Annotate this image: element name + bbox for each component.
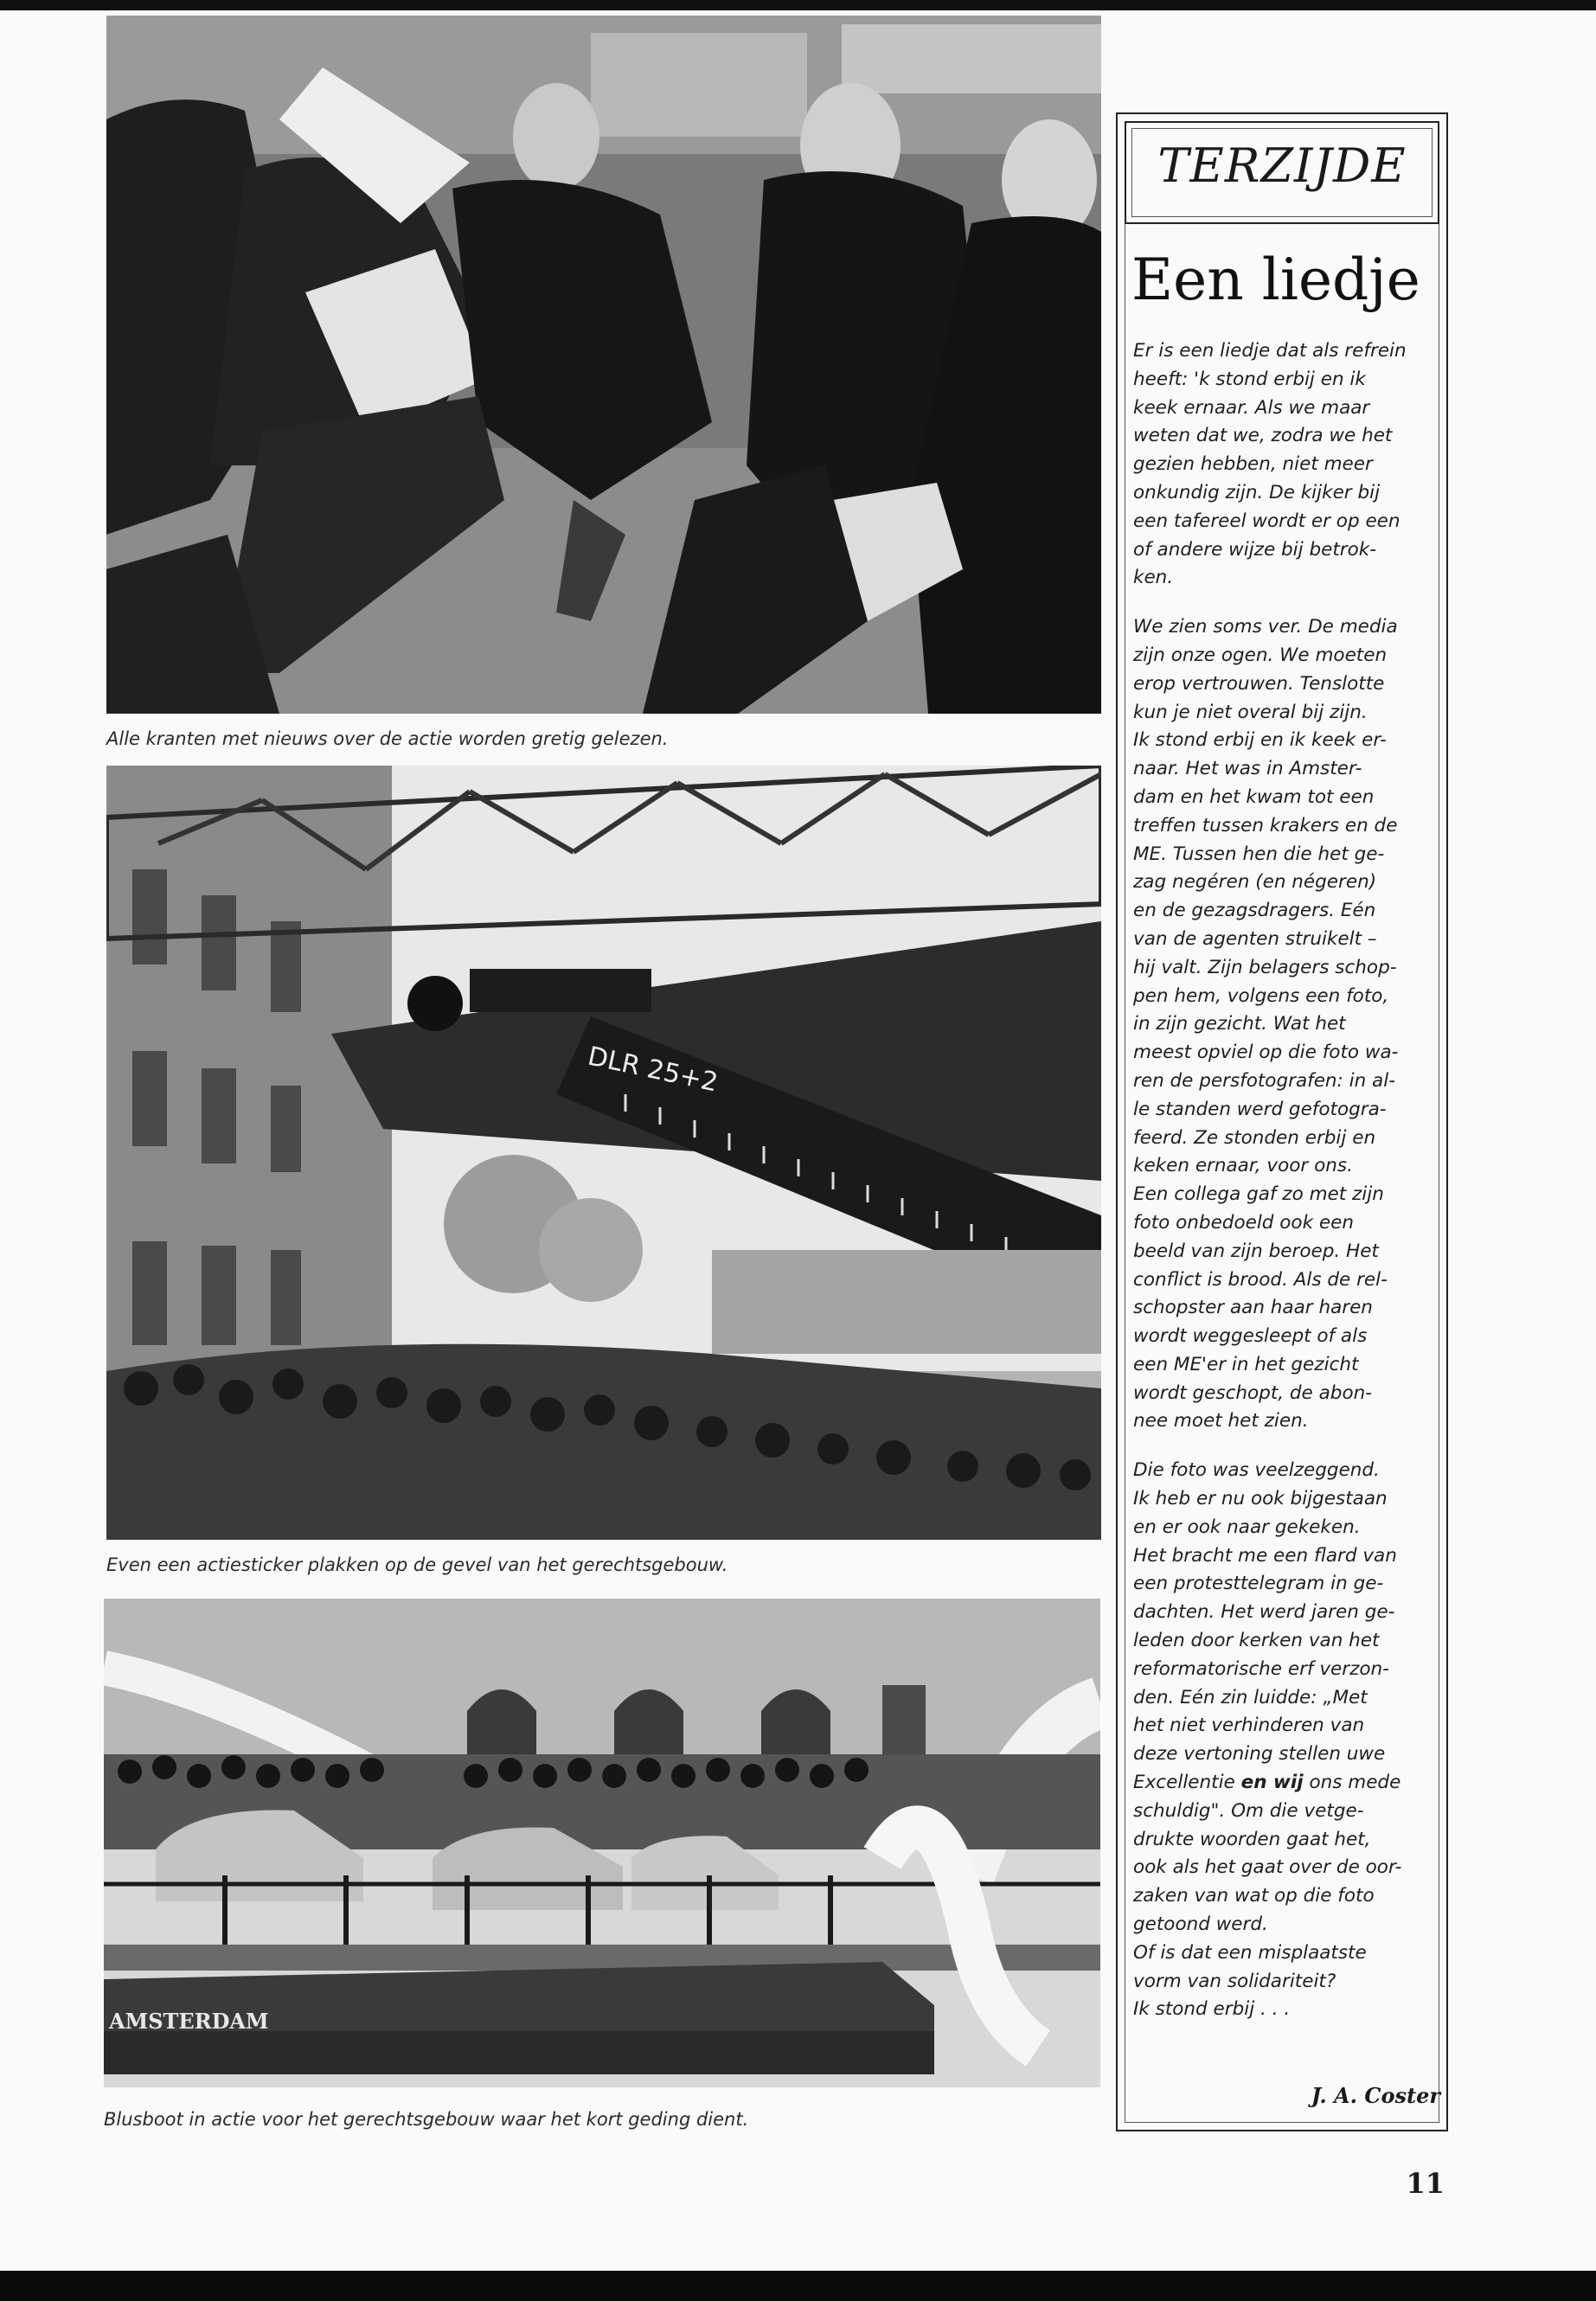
caption-photo-1: Alle kranten met nieuws over de actie worden gretig gelezen.: [106, 728, 669, 749]
text-line: ren de persfotografen: in al-: [1133, 1069, 1395, 1092]
text-line: zaken van wat op die foto: [1133, 1885, 1375, 1907]
text-line: weten dat we, zodra we het: [1133, 425, 1393, 447]
text-line: Ik stond erbij en ik keek er-: [1133, 729, 1387, 752]
text-line: schuldig". Om die vetge-: [1133, 1799, 1364, 1822]
text-line: gezien hebben, niet meer: [1133, 453, 1373, 476]
text-line: of andere wijze bij betrok-: [1133, 538, 1376, 561]
paragraph-3: [1133, 1457, 1440, 2024]
text-line: in zijn gezicht. Wat het: [1133, 1013, 1346, 1035]
text-line: dam en het kwam tot een: [1133, 785, 1375, 808]
top-rule: [0, 0, 1596, 10]
kicker: TERZIJDE: [1157, 138, 1407, 193]
text-line: We zien soms ver. De media: [1133, 616, 1398, 638]
text-line: Die foto was veelzeggend.: [1133, 1459, 1380, 1482]
text-line: Ik stond erbij . . .: [1133, 1998, 1291, 2021]
text-line: van de agenten struikelt –: [1133, 927, 1377, 950]
text-line: Of is dat een misplaatste: [1133, 1941, 1367, 1964]
text-line: zijn onze ogen. We moeten: [1133, 644, 1388, 666]
text-line: getoond werd.: [1133, 1913, 1268, 1936]
body-text: [1133, 337, 1440, 2045]
text-line: hij valt. Zijn belagers schop-: [1133, 956, 1397, 978]
caption-photo-3: Blusboot in actie voor het gerechtsgebouw waar het kort geding dient.: [104, 2109, 749, 2130]
text-line: drukte woorden gaat het,: [1133, 1828, 1371, 1850]
text-line: foto onbedoeld ook een: [1133, 1211, 1354, 1234]
author-byline: J. A. Coster: [1311, 2083, 1440, 2108]
text-line: feerd. Ze stonden erbij en: [1133, 1126, 1376, 1149]
text-line: treffen tussen krakers en de: [1133, 814, 1398, 836]
bold-phrase: en wij: [1240, 1772, 1304, 1794]
text-line-with-bold: [1133, 1769, 1440, 1798]
text-line: schopster aan haar haren: [1133, 1297, 1373, 1319]
photo-ladder-truck: [106, 766, 1101, 1540]
text-line: conflict is brood. Als de rel-: [1133, 1268, 1388, 1291]
text-line: naar. Het was in Amster-: [1133, 758, 1362, 780]
page-number: 11: [1406, 2167, 1445, 2200]
text-line: Een collega gaf zo met zijn: [1133, 1183, 1384, 1206]
text-line: deze vertoning stellen uwe: [1133, 1743, 1386, 1766]
text-line: dachten. Het werd jaren ge-: [1133, 1601, 1395, 1624]
text-line: meest opviel op die foto wa-: [1133, 1042, 1399, 1064]
kicker-box: [1125, 121, 1439, 224]
text-line: en de gezagsdragers. Eén: [1133, 900, 1376, 922]
paragraph-2: [1133, 613, 1440, 1436]
boat-name: AMSTERDAM: [109, 2009, 269, 2034]
text-line: nee moet het zien.: [1133, 1410, 1309, 1433]
text-line: een protesttelegram in ge-: [1133, 1573, 1384, 1595]
photo-reading-newspapers: [106, 16, 1101, 714]
text-line: het niet verhinderen van: [1133, 1715, 1365, 1737]
text-line: Het bracht me een flard van: [1133, 1544, 1397, 1567]
text-line: Ik heb er nu ook bijgestaan: [1133, 1488, 1388, 1510]
text-line: zag negéren (en négeren): [1133, 871, 1377, 894]
text-line: en er ook naar gekeken.: [1133, 1516, 1361, 1538]
text-line: ken.: [1133, 567, 1174, 589]
text-line: ook als het gaat over de oor-: [1133, 1856, 1402, 1879]
text-line: kun je niet overal bij zijn.: [1133, 701, 1368, 723]
ladder-marking: DLR 25+2: [585, 1041, 721, 1099]
text-line: den. Eén zin luidde: „Met: [1133, 1686, 1368, 1708]
text-segment: ons mede: [1303, 1772, 1401, 1794]
text-line: een ME'er in het gezicht: [1133, 1353, 1359, 1375]
caption-photo-2: Even een actiesticker plakken op de gevel van het gerechtsgebouw.: [106, 1554, 728, 1575]
text-line: heeft: 'k stond erbij en ik: [1133, 368, 1366, 390]
text-line: pen hem, volgens een foto,: [1133, 984, 1389, 1007]
paragraph-1: [1133, 337, 1440, 593]
text-line: keek ernaar. Als we maar: [1133, 396, 1370, 419]
text-line: onkundig zijn. De kijker bij: [1133, 481, 1381, 503]
text-line: leden door kerken van het: [1133, 1630, 1380, 1652]
text-line: een tafereel wordt er op een: [1133, 510, 1401, 532]
bottom-rule: [0, 2271, 1596, 2301]
text-line: vorm van solidariteit?: [1133, 1970, 1336, 1992]
text-line: erop vertrouwen. Tenslotte: [1133, 672, 1385, 695]
text-line: ME. Tussen hen die het ge-: [1133, 843, 1385, 865]
text-line: le standen werd gefotogra-: [1133, 1098, 1387, 1120]
headline: Een liedje: [1131, 247, 1420, 313]
text-line: wordt geschopt, de abon-: [1133, 1381, 1372, 1404]
text-segment: Excellentie: [1133, 1772, 1241, 1794]
photo-fireboat: [104, 1599, 1100, 2087]
text-line: keken ernaar, voor ons.: [1133, 1155, 1353, 1177]
text-line: beeld van zijn beroep. Het: [1133, 1240, 1379, 1262]
text-line: wordt weggesleept of als: [1133, 1325, 1368, 1348]
text-line: Er is een liedje dat als refrein: [1133, 340, 1407, 362]
text-line: reformatorische erf verzon-: [1133, 1657, 1389, 1680]
